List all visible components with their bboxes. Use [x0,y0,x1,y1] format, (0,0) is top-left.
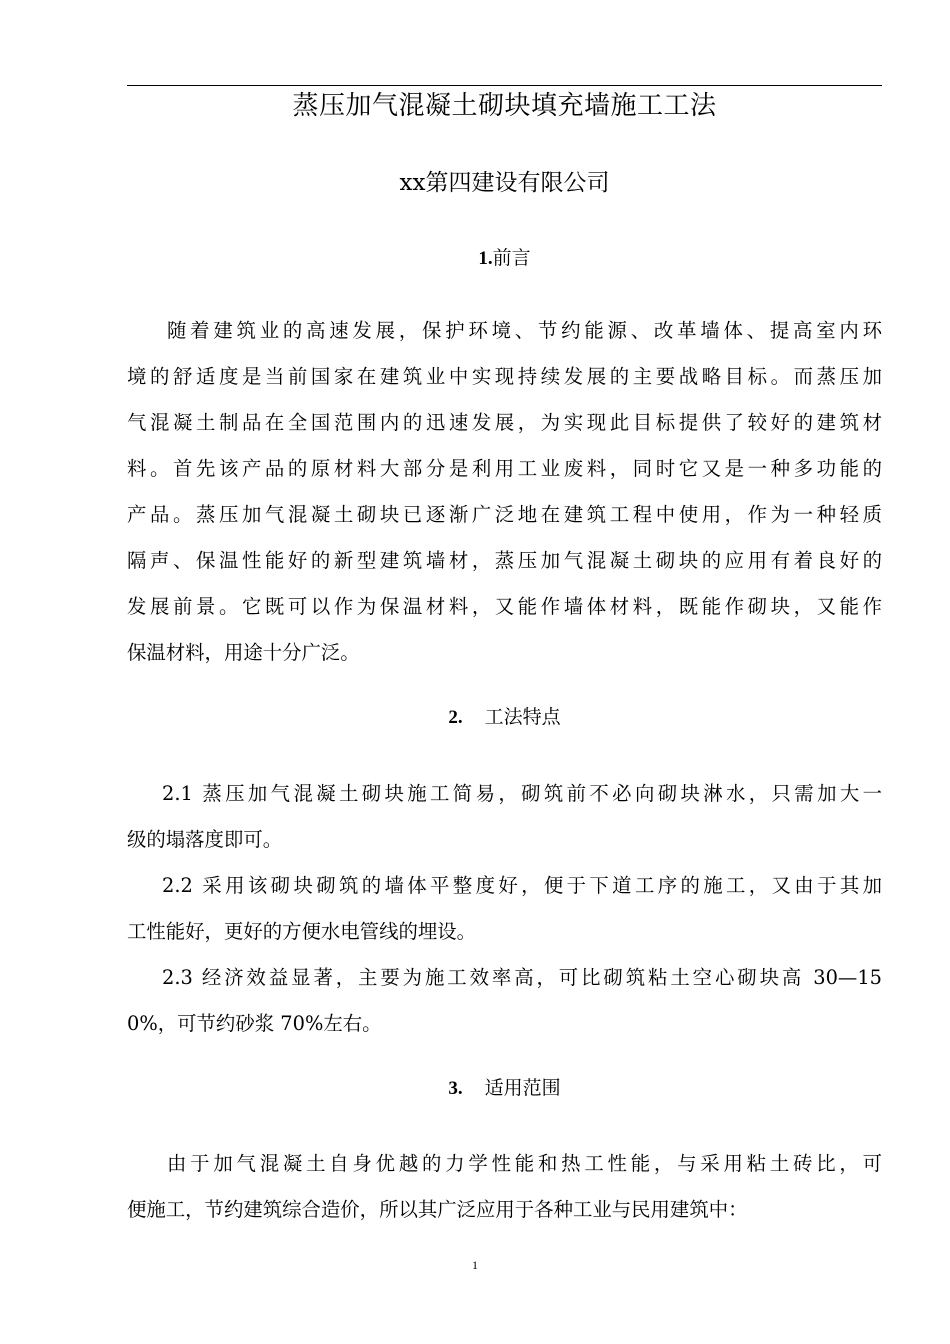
section-number: 2. [448,707,463,728]
section-heading-1 [127,243,882,273]
section-title: 前言 [492,247,531,269]
section-heading-2 [127,702,882,732]
text-line: 便施工，节约建筑综合造价，所以其广泛应用于各种工业与民用建筑中： [127,1198,748,1221]
page-number: 1 [472,1258,478,1272]
paragraph-scope [127,1141,882,1233]
section-number: 3. [448,1078,463,1099]
text-line: 由于加气混凝土自身优越的力学性能和热工性能，与采用粘土砖比，可 [167,1152,882,1175]
section-heading-3 [127,1073,882,1103]
paragraph-feature-2-1 [127,771,882,863]
text-line: 境的舒适度是当前国家在建筑业中实现持续发展的主要战略目标。而蒸压加 [127,365,882,388]
text-line: 2.3 经济效益显著，主要为施工效率高，可比砌筑粘土空心砌块高 30—15 [162,966,882,989]
text-line: 2.1 蒸压加气混凝土砌块施工简易，砌筑前不必向砌块淋水，只需加大一 [162,782,882,805]
text-line: 级的塌落度即可。 [127,828,283,851]
text-line: 气混凝土制品在全国范围内的迅速发展，为实现此目标提供了较好的建筑材 [127,411,882,434]
section-title: 工法特点 [484,706,561,728]
text-line: 随着建筑业的高速发展，保护环境、节约能源、改革墙体、提高室内环 [167,319,882,342]
document-title: 蒸压加气混凝土砌块填充墙施工工法 [292,91,717,121]
text-line: 发展前景。它既可以作为保温材料，又能作墙体材料，既能作砌块，又能作 [127,595,882,618]
text-line: 0%，可节约砂浆 70%左右。 [127,1012,382,1035]
text-line: 保温材料，用途十分广泛。 [127,641,360,664]
text-line: 工性能好，更好的方便水电管线的埋设。 [127,920,477,943]
section-number: 1. [478,248,493,269]
text-line: 隔声、保温性能好的新型建筑墙材，蒸压加气混凝土砌块的应用有着良好的 [127,549,882,572]
paragraph-feature-2-3 [127,955,882,1047]
paragraph-preface [127,308,882,676]
text-line: 产品。蒸压加气混凝土砌块已逐渐广泛地在建筑工程中使用，作为一种轻质 [127,503,882,526]
paragraph-feature-2-2 [127,863,882,955]
text-line: 2.2 采用该砌块砌筑的墙体平整度好，便于下道工序的施工，又由于其加 [162,874,882,897]
company-name: xx第四建设有限公司 [399,170,610,196]
section-title: 适用范围 [484,1077,561,1099]
text-line: 料。首先该产品的原材料大部分是利用工业废料，同时它又是一种多功能的 [127,457,882,480]
